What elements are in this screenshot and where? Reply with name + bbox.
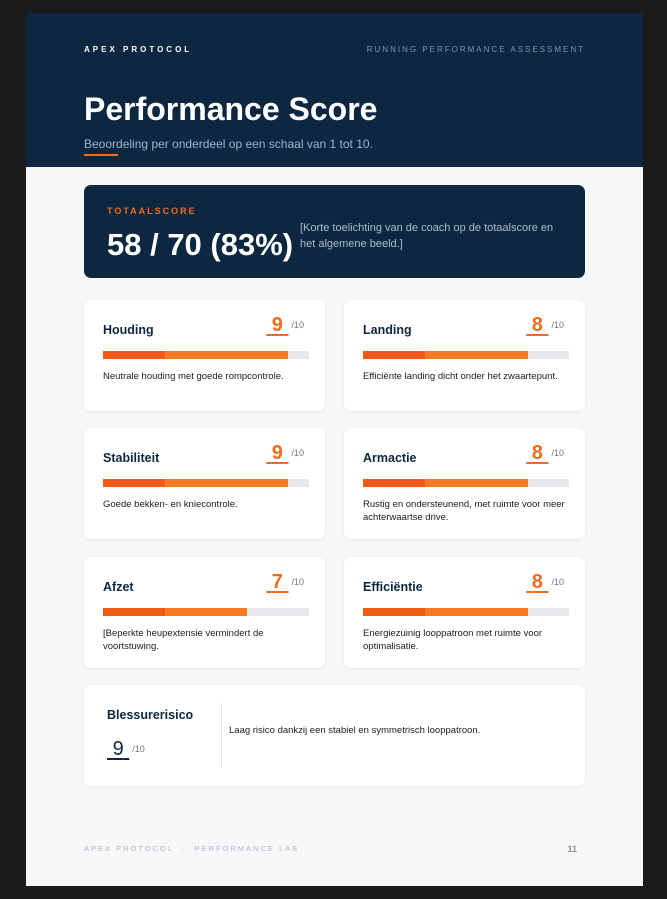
card-description: Energiezuinig looppatroon met ruimte voor optimalisatie. bbox=[363, 628, 543, 652]
score-bar-track bbox=[103, 351, 309, 359]
total-score-label: TOTAALSCORE bbox=[107, 206, 197, 216]
injury-risk-panel bbox=[84, 685, 585, 786]
score-bar-track bbox=[363, 608, 569, 616]
card-score-max: /10 bbox=[291, 577, 304, 587]
brand-name: APEX PROTOCOL bbox=[84, 45, 193, 54]
card-score bbox=[266, 442, 304, 465]
card-score bbox=[266, 571, 304, 594]
score-bar-fill bbox=[103, 479, 288, 487]
card-description: Rustig en ondersteunend, met ruimte voor meer achterwaartse drive. bbox=[363, 499, 565, 523]
card-title: Landing bbox=[363, 323, 412, 337]
footer-lab-name: PERFORMANCE LAB bbox=[194, 844, 300, 853]
score-bar-track bbox=[103, 479, 309, 487]
section-title: RUNNING PERFORMANCE ASSESSMENT bbox=[366, 45, 585, 54]
score-bar-fill bbox=[363, 608, 528, 616]
page-number: 11 bbox=[567, 844, 577, 854]
page-title: Performance Score bbox=[84, 91, 378, 127]
risk-description: Laag risico dankzij een stabiel en symmetrisch looppatroon. bbox=[229, 725, 481, 736]
footer-separator: · bbox=[182, 844, 187, 853]
total-score-value: 58 / 70 (83%) bbox=[107, 227, 294, 262]
card-title: Afzet bbox=[103, 580, 134, 594]
score-bar-fill bbox=[363, 479, 528, 487]
card-score-value: 9 bbox=[271, 314, 283, 336]
score-bar-track bbox=[363, 479, 569, 487]
footer-brand bbox=[84, 844, 299, 853]
footer-brand-name: APEX PROTOCOL bbox=[84, 844, 175, 853]
card-score bbox=[526, 571, 564, 594]
score-bar-fill bbox=[103, 608, 247, 616]
card-score-max: /10 bbox=[291, 320, 304, 330]
card-score-max: /10 bbox=[551, 320, 564, 330]
card-description: Neutrale houding met goede rompcontrole. bbox=[103, 371, 284, 382]
card-score bbox=[526, 442, 564, 465]
card-description: Efficiënte landing dicht onder het zwaartepunt. bbox=[363, 371, 558, 382]
card-score bbox=[526, 314, 564, 337]
card-score-max: /10 bbox=[291, 448, 304, 458]
total-score-note: [Korte toelichting van de coach op de totaalscore en het algemene beeld.] bbox=[300, 222, 554, 250]
report-page bbox=[26, 13, 643, 886]
card-description: [Beperkte heupextensie vermindert de voortstuwing. bbox=[103, 628, 264, 652]
card-title: Houding bbox=[103, 323, 154, 337]
card-description: Goede bekken- en kniecontrole. bbox=[103, 499, 238, 510]
risk-score bbox=[107, 738, 145, 761]
score-card-landing bbox=[344, 300, 585, 411]
card-score bbox=[266, 314, 304, 337]
risk-score-max: /10 bbox=[132, 744, 145, 754]
score-bar-track bbox=[103, 608, 309, 616]
card-title: Stabiliteit bbox=[103, 451, 160, 465]
card-score-value: 8 bbox=[531, 571, 543, 593]
card-score-value: 8 bbox=[531, 442, 543, 464]
score-card-armactie bbox=[344, 428, 585, 539]
risk-title: Blessurerisico bbox=[107, 708, 194, 722]
risk-divider bbox=[221, 703, 222, 768]
card-score-value: 7 bbox=[271, 571, 283, 593]
page-subtitle: Beoordeling per onderdeel op een schaal van 1 tot 10. bbox=[84, 137, 373, 151]
score-card-efficientie bbox=[344, 557, 585, 668]
risk-score-value: 9 bbox=[112, 738, 124, 760]
score-card-houding bbox=[84, 300, 325, 411]
card-score-value: 8 bbox=[531, 314, 543, 336]
card-title: Armactie bbox=[363, 451, 417, 465]
card-score-value: 9 bbox=[271, 442, 283, 464]
score-bar-track bbox=[363, 351, 569, 359]
total-score-panel bbox=[84, 185, 585, 278]
page-header bbox=[26, 13, 643, 167]
score-bar-fill bbox=[363, 351, 528, 359]
card-title: Efficiëntie bbox=[363, 580, 423, 594]
accent-divider bbox=[84, 154, 118, 156]
score-bar-fill bbox=[103, 351, 288, 359]
score-card-stabiliteit bbox=[84, 428, 325, 539]
card-score-max: /10 bbox=[551, 577, 564, 587]
score-card-afzet bbox=[84, 557, 325, 668]
card-score-max: /10 bbox=[551, 448, 564, 458]
